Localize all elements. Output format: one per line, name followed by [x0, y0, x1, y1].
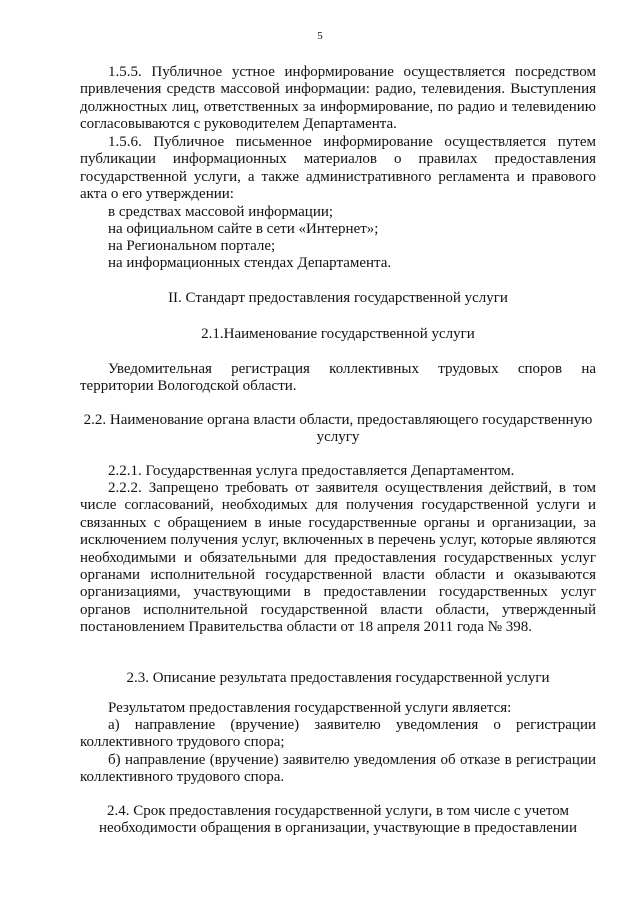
list-item: на Региональном портале;	[108, 238, 276, 254]
paragraph-2-1: Уведомительная регистрация коллективных трудовых споров на территории Вологодской области.	[80, 361, 596, 395]
paragraph-2-3-b: б) направление (вручение) заявителю уведомления об отказе в регистрации коллективного трудового спора.	[80, 752, 596, 786]
heading-2-3: 2.3. Описание результата предоставления государственной услуги	[126, 670, 550, 686]
heading-2-4: 2.4. Срок предоставления государственной услуги, в том числе с учетом необходимости обращения в организации, участвующие в предоставлении	[99, 803, 577, 837]
list-item: на официальном сайте в сети «Интернет»;	[108, 221, 379, 237]
paragraph-2-3-intro: Результатом предоставления государственной услуги является:	[108, 700, 512, 716]
heading-2-1: 2.1.Наименование государственной услуги	[201, 326, 475, 342]
heading-2-2: 2.2. Наименование органа власти области, предоставляющего государственную услугу	[83, 412, 593, 446]
paragraph-1-5-5: 1.5.5. Публичное устное информирование осуществляется посредством привлечения средств массовой информации: радио, телевидения. Выступления должностных лиц, ответственных за информирование, по радио и телевидению согласовываются с руководителем Департамента.	[80, 64, 596, 133]
list-item: на информационных стендах Департамента.	[108, 255, 392, 271]
paragraph-2-3-a: а) направление (вручение) заявителю уведомления о регистрации коллективного трудового спора;	[80, 717, 596, 751]
paragraph-1-5-6: 1.5.6. Публичное письменное информирование осуществляется путем публикации информационных материалов о правилах предоставления государственной услуги, а также административного регламента и правового акта о его утверждении:	[80, 134, 596, 203]
paragraph-2-2-2: 2.2.2. Запрещено требовать от заявителя осуществления действий, в том числе согласований, необходимых для получения государственной услуги и связанных с обращением в иные государственные органы и организации, за исключением получения услуг, включенных в перечень услуг, которые являются необходимыми и обязательными для предоставления государственных услуг органами исполнительной государственной власти области и оказываются организациями, участвующими в предоставлении государственных услуг органов исполнительной государственной власти области, утвержденный постановлением Правительства области от 18 апреля 2011 года № 398.	[80, 480, 596, 636]
paragraph-2-2-1: 2.2.1. Государственная услуга предоставляется Департаментом.	[108, 463, 515, 479]
section-title: II. Стандарт предоставления государственной услуги	[168, 290, 508, 306]
page-number: 5	[317, 30, 323, 42]
list-item: в средствах массовой информации;	[108, 204, 334, 220]
